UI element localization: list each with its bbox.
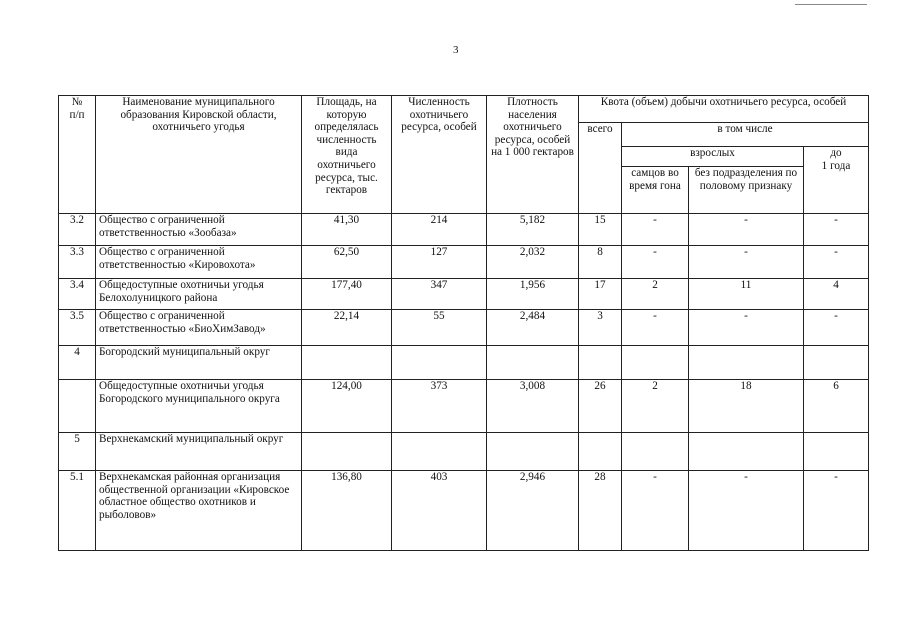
row-nosex: 11 (689, 279, 804, 310)
row-area (302, 346, 392, 380)
header-adults: взрослых (622, 147, 804, 167)
table-row (59, 380, 869, 433)
row-density: 3,008 (487, 380, 579, 433)
row-males: - (622, 246, 689, 279)
table-row (59, 433, 869, 471)
row-density (487, 346, 579, 380)
row-density: 2,946 (487, 471, 579, 551)
row-young: 6 (804, 380, 869, 433)
row-nosex (689, 346, 804, 380)
row-num: 4 (59, 346, 96, 380)
row-num: 5.1 (59, 471, 96, 551)
row-name: Общедоступные охотничьи угодья Белохолуницкого района (96, 279, 302, 310)
row-total (579, 433, 622, 471)
row-density (487, 433, 579, 471)
row-total: 28 (579, 471, 622, 551)
quota-table (58, 95, 869, 551)
header-area: Площадь, на которую определялась численность вида охотничьего ресурса, тыс. гектаров (302, 96, 392, 214)
row-density: 2,484 (487, 310, 579, 346)
row-name: Общество с ограниченной ответственностью «БиоХимЗавод» (96, 310, 302, 346)
row-name: Верхнекамская районная организация общественной организации «Кировское областное общество охотников и рыболовов» (96, 471, 302, 551)
row-density: 2,032 (487, 246, 579, 279)
row-males: - (622, 310, 689, 346)
row-males: - (622, 471, 689, 551)
header-count: Численность охотничьего ресурса, особей (392, 96, 487, 214)
row-count: 127 (392, 246, 487, 279)
row-area: 62,50 (302, 246, 392, 279)
header-quota: Квота (объем) добычи охотничьего ресурса, особей (579, 96, 869, 123)
row-area: 124,00 (302, 380, 392, 433)
row-young (804, 433, 869, 471)
row-nosex: - (689, 471, 804, 551)
header-total: всего (579, 123, 622, 214)
row-nosex (689, 433, 804, 471)
row-count: 214 (392, 214, 487, 246)
row-nosex: 18 (689, 380, 804, 433)
row-count (392, 433, 487, 471)
table-row (59, 471, 869, 551)
row-males (622, 433, 689, 471)
row-count: 373 (392, 380, 487, 433)
row-males: 2 (622, 279, 689, 310)
header-num: № п/п (59, 96, 96, 214)
row-males (622, 346, 689, 380)
row-name: Верхнекамский муниципальный округ (96, 433, 302, 471)
header-density: Плотность населения охотничьего ресурса, особей на 1 000 гектаров (487, 96, 579, 214)
row-num (59, 380, 96, 433)
row-num: 5 (59, 433, 96, 471)
row-num: 3.4 (59, 279, 96, 310)
page-number: 3 (453, 44, 459, 56)
row-males: 2 (622, 380, 689, 433)
header-under-one: до 1 года (804, 147, 869, 214)
row-name: Общество с ограниченной ответственностью «Зообаза» (96, 214, 302, 246)
row-count: 403 (392, 471, 487, 551)
header-name: Наименование муниципального образования Кировской области, охотничьего угодья (96, 96, 302, 214)
row-total: 17 (579, 279, 622, 310)
row-density: 5,182 (487, 214, 579, 246)
row-young (804, 346, 869, 380)
row-young: - (804, 246, 869, 279)
row-name: Общедоступные охотничьи угодья Богородского муниципального округа (96, 380, 302, 433)
row-total (579, 346, 622, 380)
row-count: 55 (392, 310, 487, 346)
top-rule (795, 4, 867, 5)
row-area: 22,14 (302, 310, 392, 346)
header-no-sex-division: без подразделения по половому признаку (689, 167, 804, 214)
row-young: - (804, 214, 869, 246)
row-nosex: - (689, 246, 804, 279)
row-nosex: - (689, 310, 804, 346)
row-males: - (622, 214, 689, 246)
row-num: 3.2 (59, 214, 96, 246)
table-row (59, 346, 869, 380)
table-row (59, 214, 869, 246)
row-total: 26 (579, 380, 622, 433)
table-row (59, 310, 869, 346)
row-name: Общество с ограниченной ответственностью «Кировохота» (96, 246, 302, 279)
row-total: 3 (579, 310, 622, 346)
table-row (59, 279, 869, 310)
row-area (302, 433, 392, 471)
row-total: 8 (579, 246, 622, 279)
table-row (59, 246, 869, 279)
row-area: 41,30 (302, 214, 392, 246)
row-young: 4 (804, 279, 869, 310)
row-area: 136,80 (302, 471, 392, 551)
row-count (392, 346, 487, 380)
row-num: 3.3 (59, 246, 96, 279)
row-name: Богородский муниципальный округ (96, 346, 302, 380)
row-density: 1,956 (487, 279, 579, 310)
row-young: - (804, 310, 869, 346)
row-count: 347 (392, 279, 487, 310)
row-total: 15 (579, 214, 622, 246)
header-males-rut: самцов во время гона (622, 167, 689, 214)
row-num: 3.5 (59, 310, 96, 346)
row-nosex: - (689, 214, 804, 246)
row-young: - (804, 471, 869, 551)
header-including: в том числе (622, 123, 869, 147)
row-area: 177,40 (302, 279, 392, 310)
